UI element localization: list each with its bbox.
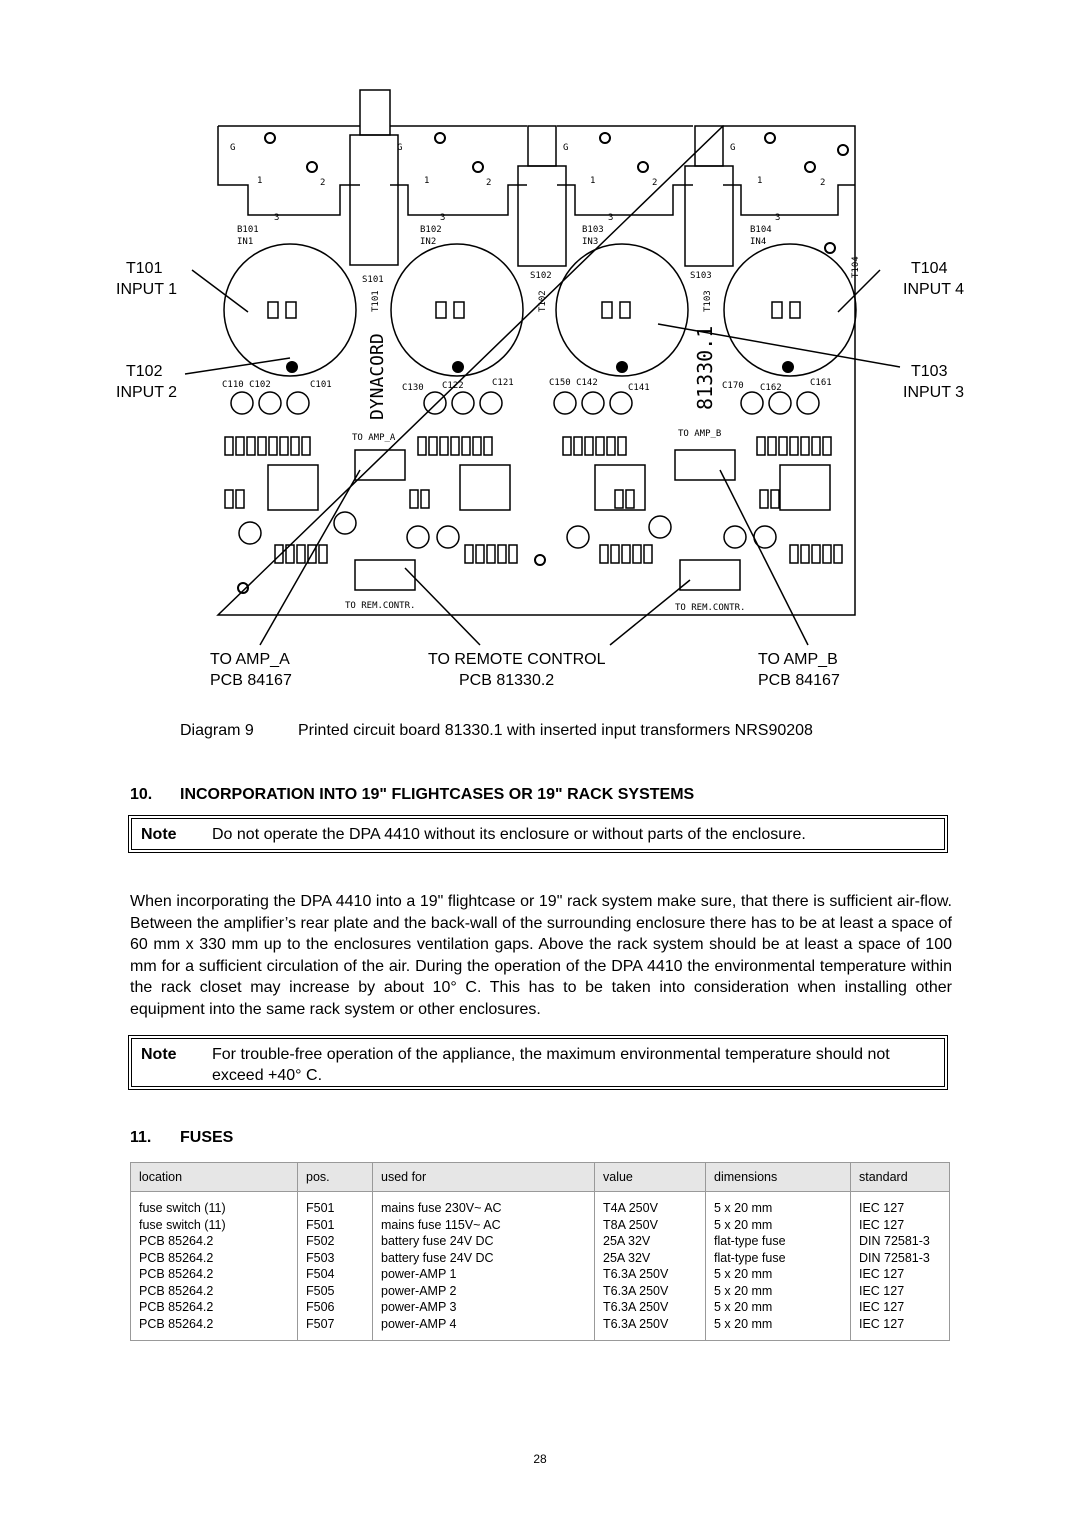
mounting-hole: [452, 361, 464, 373]
socket-b101: B101: [237, 225, 259, 235]
fuses-table: [130, 1162, 950, 1341]
resistor: [790, 545, 798, 563]
cell-used-for: battery fuse 24V DC: [373, 1250, 595, 1267]
resistor: [440, 437, 448, 455]
board-to-amp-b: TO AMP_B: [678, 429, 722, 439]
cap-c101: C101: [310, 380, 332, 390]
cell-dimensions: flat-type fuse: [706, 1233, 851, 1250]
pin-1: 1: [424, 176, 430, 186]
capacitor: [334, 512, 356, 534]
cell-location: fuse switch (11): [131, 1217, 298, 1234]
resistor: [498, 545, 506, 563]
cell-value: T4A 250V: [595, 1200, 706, 1217]
pin-2: 2: [320, 178, 326, 188]
section-10-heading: [130, 786, 694, 804]
capacitor: [567, 526, 589, 548]
cell-location: PCB 85264.2: [131, 1250, 298, 1267]
resistor: [410, 490, 418, 508]
mounting-hole: [286, 361, 298, 373]
cell-pos: F501: [298, 1200, 373, 1217]
col-used-for: used for: [373, 1163, 595, 1192]
cell-pos: F506: [298, 1299, 373, 1316]
note-1-label: Note: [141, 826, 177, 843]
board-number: 81330.1: [693, 325, 717, 410]
col-standard: standard: [851, 1163, 950, 1192]
socket-g1: G: [230, 143, 236, 153]
pin-2: 2: [820, 178, 826, 188]
resistor: [297, 545, 305, 563]
cell-value: T8A 250V: [595, 1217, 706, 1234]
pin-3: 3: [775, 213, 781, 223]
resistor: [319, 545, 327, 563]
label-input4: INPUT 4: [903, 281, 965, 298]
capacitor: [769, 392, 791, 414]
via-pad: [600, 133, 610, 143]
socket-g3: G: [563, 143, 569, 153]
board-outline: [218, 126, 855, 615]
cap-c150-c142: C150 C142: [549, 378, 598, 388]
cell-pos: F504: [298, 1266, 373, 1283]
socket-b104: B104: [750, 225, 772, 235]
label-to-remote: TO REMOTE CONTROL: [428, 651, 606, 668]
cap-c162: C162: [760, 383, 782, 393]
diagram-caption-label: Diagram 9: [180, 722, 254, 739]
col-value: value: [595, 1163, 706, 1192]
cell-standard: IEC 127: [851, 1266, 950, 1283]
resistor: [760, 490, 768, 508]
capacitor: [452, 392, 474, 414]
cell-dimensions: flat-type fuse: [706, 1250, 851, 1267]
capacitor: [797, 392, 819, 414]
note-box-2: [128, 1035, 948, 1090]
resistor: [790, 437, 798, 455]
cell-location: fuse switch (11): [131, 1200, 298, 1217]
table-row: [131, 1316, 950, 1341]
resistor: [465, 545, 473, 563]
col-pos: pos.: [298, 1163, 373, 1192]
cap-c141: C141: [628, 383, 650, 393]
cap-c161: C161: [810, 378, 832, 388]
resistor: [626, 490, 634, 508]
table-row: [131, 1217, 950, 1234]
cell-dimensions: 5 x 20 mm: [706, 1316, 851, 1341]
table-row: [131, 1266, 950, 1283]
label-t104: T104: [911, 260, 948, 277]
cell-value: T6.3A 250V: [595, 1316, 706, 1341]
resistor: [247, 437, 255, 455]
cell-standard: IEC 127: [851, 1283, 950, 1300]
resistor: [596, 437, 604, 455]
pcb-diagram: [0, 0, 1080, 700]
label-pcb-remote: PCB 81330.2: [459, 672, 555, 689]
via-pad: [765, 133, 775, 143]
resistor: [418, 437, 426, 455]
board-to-amp-a: TO AMP_A: [352, 433, 396, 443]
board-t102: T102: [538, 290, 548, 312]
cell-location: PCB 85264.2: [131, 1266, 298, 1283]
cell-standard: IEC 127: [851, 1316, 950, 1341]
cell-dimensions: 5 x 20 mm: [706, 1217, 851, 1234]
cell-used-for: power-AMP 4: [373, 1316, 595, 1341]
resistor: [615, 490, 623, 508]
via-pad: [638, 162, 648, 172]
socket-b103: B103: [582, 225, 604, 235]
capacitor: [259, 392, 281, 414]
resistor: [600, 545, 608, 563]
resistor: [585, 437, 593, 455]
via-pad: [473, 162, 483, 172]
resistor: [484, 437, 492, 455]
board-to-rem-1: TO REM.CONTR.: [345, 601, 416, 611]
table-header-row: [131, 1163, 950, 1192]
label-pcb-a: PCB 84167: [210, 672, 292, 689]
table-row: [131, 1233, 950, 1250]
transformer-t101: [224, 244, 356, 376]
resistor: [476, 545, 484, 563]
capacitor: [287, 392, 309, 414]
capacitor: [424, 392, 446, 414]
cap-c122: C122: [442, 381, 464, 391]
cell-used-for: battery fuse 24V DC: [373, 1233, 595, 1250]
col-dimensions: dimensions: [706, 1163, 851, 1192]
pin-3: 3: [608, 213, 614, 223]
section-10-title: INCORPORATION INTO 19" FLIGHTCASES OR 19" RACK SYSTEMS: [180, 786, 695, 803]
table-row: [131, 1283, 950, 1300]
board-dynacord: DYNACORD: [367, 333, 388, 420]
resistor: [801, 437, 809, 455]
resistor: [302, 437, 310, 455]
label-to-amp-b: TO AMP_B: [758, 651, 838, 668]
capacitor: [239, 522, 261, 544]
resistor: [236, 437, 244, 455]
socket-b102: B102: [420, 225, 442, 235]
cell-pos: F502: [298, 1233, 373, 1250]
mounting-hole: [616, 361, 628, 373]
note-2-text: For trouble-free operation of the appliance, the maximum environmental temperature should not exceed +40° C.: [212, 1046, 890, 1084]
page-number: 28: [533, 1452, 547, 1466]
via-pad: [307, 162, 317, 172]
resistor: [644, 545, 652, 563]
cap-c130: C130: [402, 383, 424, 393]
capacitor: [437, 526, 459, 548]
resistor: [618, 437, 626, 455]
note-box-1: [128, 815, 948, 853]
cell-value: T6.3A 250V: [595, 1266, 706, 1283]
cell-pos: F503: [298, 1250, 373, 1267]
resistor: [779, 437, 787, 455]
transformer-t103: [556, 244, 688, 376]
table-row: [131, 1299, 950, 1316]
pin-2: 2: [652, 178, 658, 188]
switch-s103: S103: [690, 271, 712, 281]
resistor: [280, 437, 288, 455]
board-to-rem-2: TO REM.CONTR.: [675, 603, 746, 613]
cell-standard: IEC 127: [851, 1299, 950, 1316]
cap-c170: C170: [722, 381, 744, 391]
resistor: [611, 545, 619, 563]
label-to-amp-a: TO AMP_A: [210, 651, 290, 668]
via-pad: [535, 555, 545, 565]
label-input3: INPUT 3: [903, 384, 965, 401]
cell-location: PCB 85264.2: [131, 1283, 298, 1300]
resistor: [487, 545, 495, 563]
socket-g4: G: [730, 143, 736, 153]
section-11-number: 11.: [130, 1129, 152, 1146]
table-row: [131, 1250, 950, 1267]
cell-value: T6.3A 250V: [595, 1283, 706, 1300]
label-input2: INPUT 2: [116, 384, 178, 401]
resistor: [451, 437, 459, 455]
capacitor: [724, 526, 746, 548]
pin-2: 2: [486, 178, 492, 188]
cell-location: PCB 85264.2: [131, 1233, 298, 1250]
resistor: [607, 437, 615, 455]
capacitor: [741, 392, 763, 414]
resistor: [269, 437, 277, 455]
note-1-text: Do not operate the DPA 4410 without its enclosure or without parts of the enclosure.: [212, 826, 806, 843]
cell-pos: F505: [298, 1283, 373, 1300]
resistor: [473, 437, 481, 455]
label-t102: T102: [126, 363, 163, 380]
cap-c121: C121: [492, 378, 514, 388]
resistor: [812, 545, 820, 563]
resistor: [823, 545, 831, 563]
cell-pos: F501: [298, 1217, 373, 1234]
cell-standard: IEC 127: [851, 1200, 950, 1217]
section-11-title: FUSES: [180, 1129, 234, 1146]
cell-used-for: power-AMP 1: [373, 1266, 595, 1283]
via-pad: [265, 133, 275, 143]
resistor: [429, 437, 437, 455]
resistor: [823, 437, 831, 455]
board-t104: T104: [851, 256, 861, 278]
pin-3: 3: [440, 213, 446, 223]
via-pad: [825, 243, 835, 253]
via-pad: [805, 162, 815, 172]
table-row: [131, 1200, 950, 1217]
cell-standard: IEC 127: [851, 1217, 950, 1234]
section-10-paragraph: When incorporating the DPA 4410 into a 19" flightcase or 19" rack system make sure, that there is sufficient air-flow. Between the amplifier’s rear plate and the back-wall of the surrounding enclosure there has to be at least a space of 60 mm x 330 mm up to the enclosures ventilation gaps. Above the rack system should be at least a space of 100 mm for a sufficient circulation of the air. During the operation of the DPA 4410 the environmental temperature within the rack closet may increase by about 10° C. This has to be taken into consideration when installing other equipment into the same rack system or other enclosures.: [130, 893, 952, 1018]
cell-standard: DIN 72581-3: [851, 1250, 950, 1267]
cell-value: 25A 32V: [595, 1233, 706, 1250]
col-location: location: [131, 1163, 298, 1192]
via-pad: [435, 133, 445, 143]
resistor: [812, 437, 820, 455]
cell-value: T6.3A 250V: [595, 1299, 706, 1316]
resistor: [771, 490, 779, 508]
capacitor: [231, 392, 253, 414]
cell-used-for: power-AMP 3: [373, 1299, 595, 1316]
resistor: [225, 437, 233, 455]
cell-standard: DIN 72581-3: [851, 1233, 950, 1250]
cell-used-for: mains fuse 230V~ AC: [373, 1200, 595, 1217]
resistor: [574, 437, 582, 455]
socket-g2: G: [397, 143, 403, 153]
resistor: [462, 437, 470, 455]
board-t101: T101: [371, 290, 381, 312]
resistor: [633, 545, 641, 563]
cell-dimensions: 5 x 20 mm: [706, 1299, 851, 1316]
socket-in4: IN4: [750, 237, 767, 247]
pin-1: 1: [757, 176, 763, 186]
switch-s101: S101: [362, 275, 384, 285]
capacitor: [407, 526, 429, 548]
label-pcb-b: PCB 84167: [758, 672, 840, 689]
capacitor: [649, 516, 671, 538]
capacitor: [582, 392, 604, 414]
transformer-t102: [391, 244, 523, 376]
board-t103: T103: [703, 290, 713, 312]
socket-in1: IN1: [237, 237, 254, 247]
mounting-hole: [782, 361, 794, 373]
label-t103: T103: [911, 363, 948, 380]
resistor: [563, 437, 571, 455]
switch-s102: S102: [530, 271, 552, 281]
capacitor: [610, 392, 632, 414]
cell-value: 25A 32V: [595, 1250, 706, 1267]
cap-c110-c102: C110 C102: [222, 380, 271, 390]
pin-1: 1: [590, 176, 596, 186]
resistor: [757, 437, 765, 455]
resistor: [258, 437, 266, 455]
resistor: [421, 490, 429, 508]
resistor: [236, 490, 244, 508]
cell-location: PCB 85264.2: [131, 1299, 298, 1316]
section-10-number: 10.: [130, 786, 153, 803]
cell-used-for: mains fuse 115V~ AC: [373, 1217, 595, 1234]
pin-3: 3: [274, 213, 280, 223]
cell-dimensions: 5 x 20 mm: [706, 1283, 851, 1300]
note-2-label: Note: [141, 1046, 177, 1063]
section-11-heading: [130, 1129, 233, 1147]
label-t101: T101: [126, 260, 163, 277]
diagram-caption-text: Printed circuit board 81330.1 with inserted input transformers NRS90208: [298, 722, 813, 739]
cell-dimensions: 5 x 20 mm: [706, 1266, 851, 1283]
cell-location: PCB 85264.2: [131, 1316, 298, 1341]
resistor: [768, 437, 776, 455]
socket-in3: IN3: [582, 237, 599, 247]
resistor: [622, 545, 630, 563]
cell-used-for: power-AMP 2: [373, 1283, 595, 1300]
cell-dimensions: 5 x 20 mm: [706, 1200, 851, 1217]
label-input1: INPUT 1: [116, 281, 178, 298]
resistor: [225, 490, 233, 508]
resistor: [801, 545, 809, 563]
cell-pos: F507: [298, 1316, 373, 1341]
resistor: [834, 545, 842, 563]
pin-1: 1: [257, 176, 263, 186]
resistor: [509, 545, 517, 563]
capacitor: [480, 392, 502, 414]
resistor: [291, 437, 299, 455]
socket-in2: IN2: [420, 237, 437, 247]
capacitor: [554, 392, 576, 414]
via-pad: [838, 145, 848, 155]
